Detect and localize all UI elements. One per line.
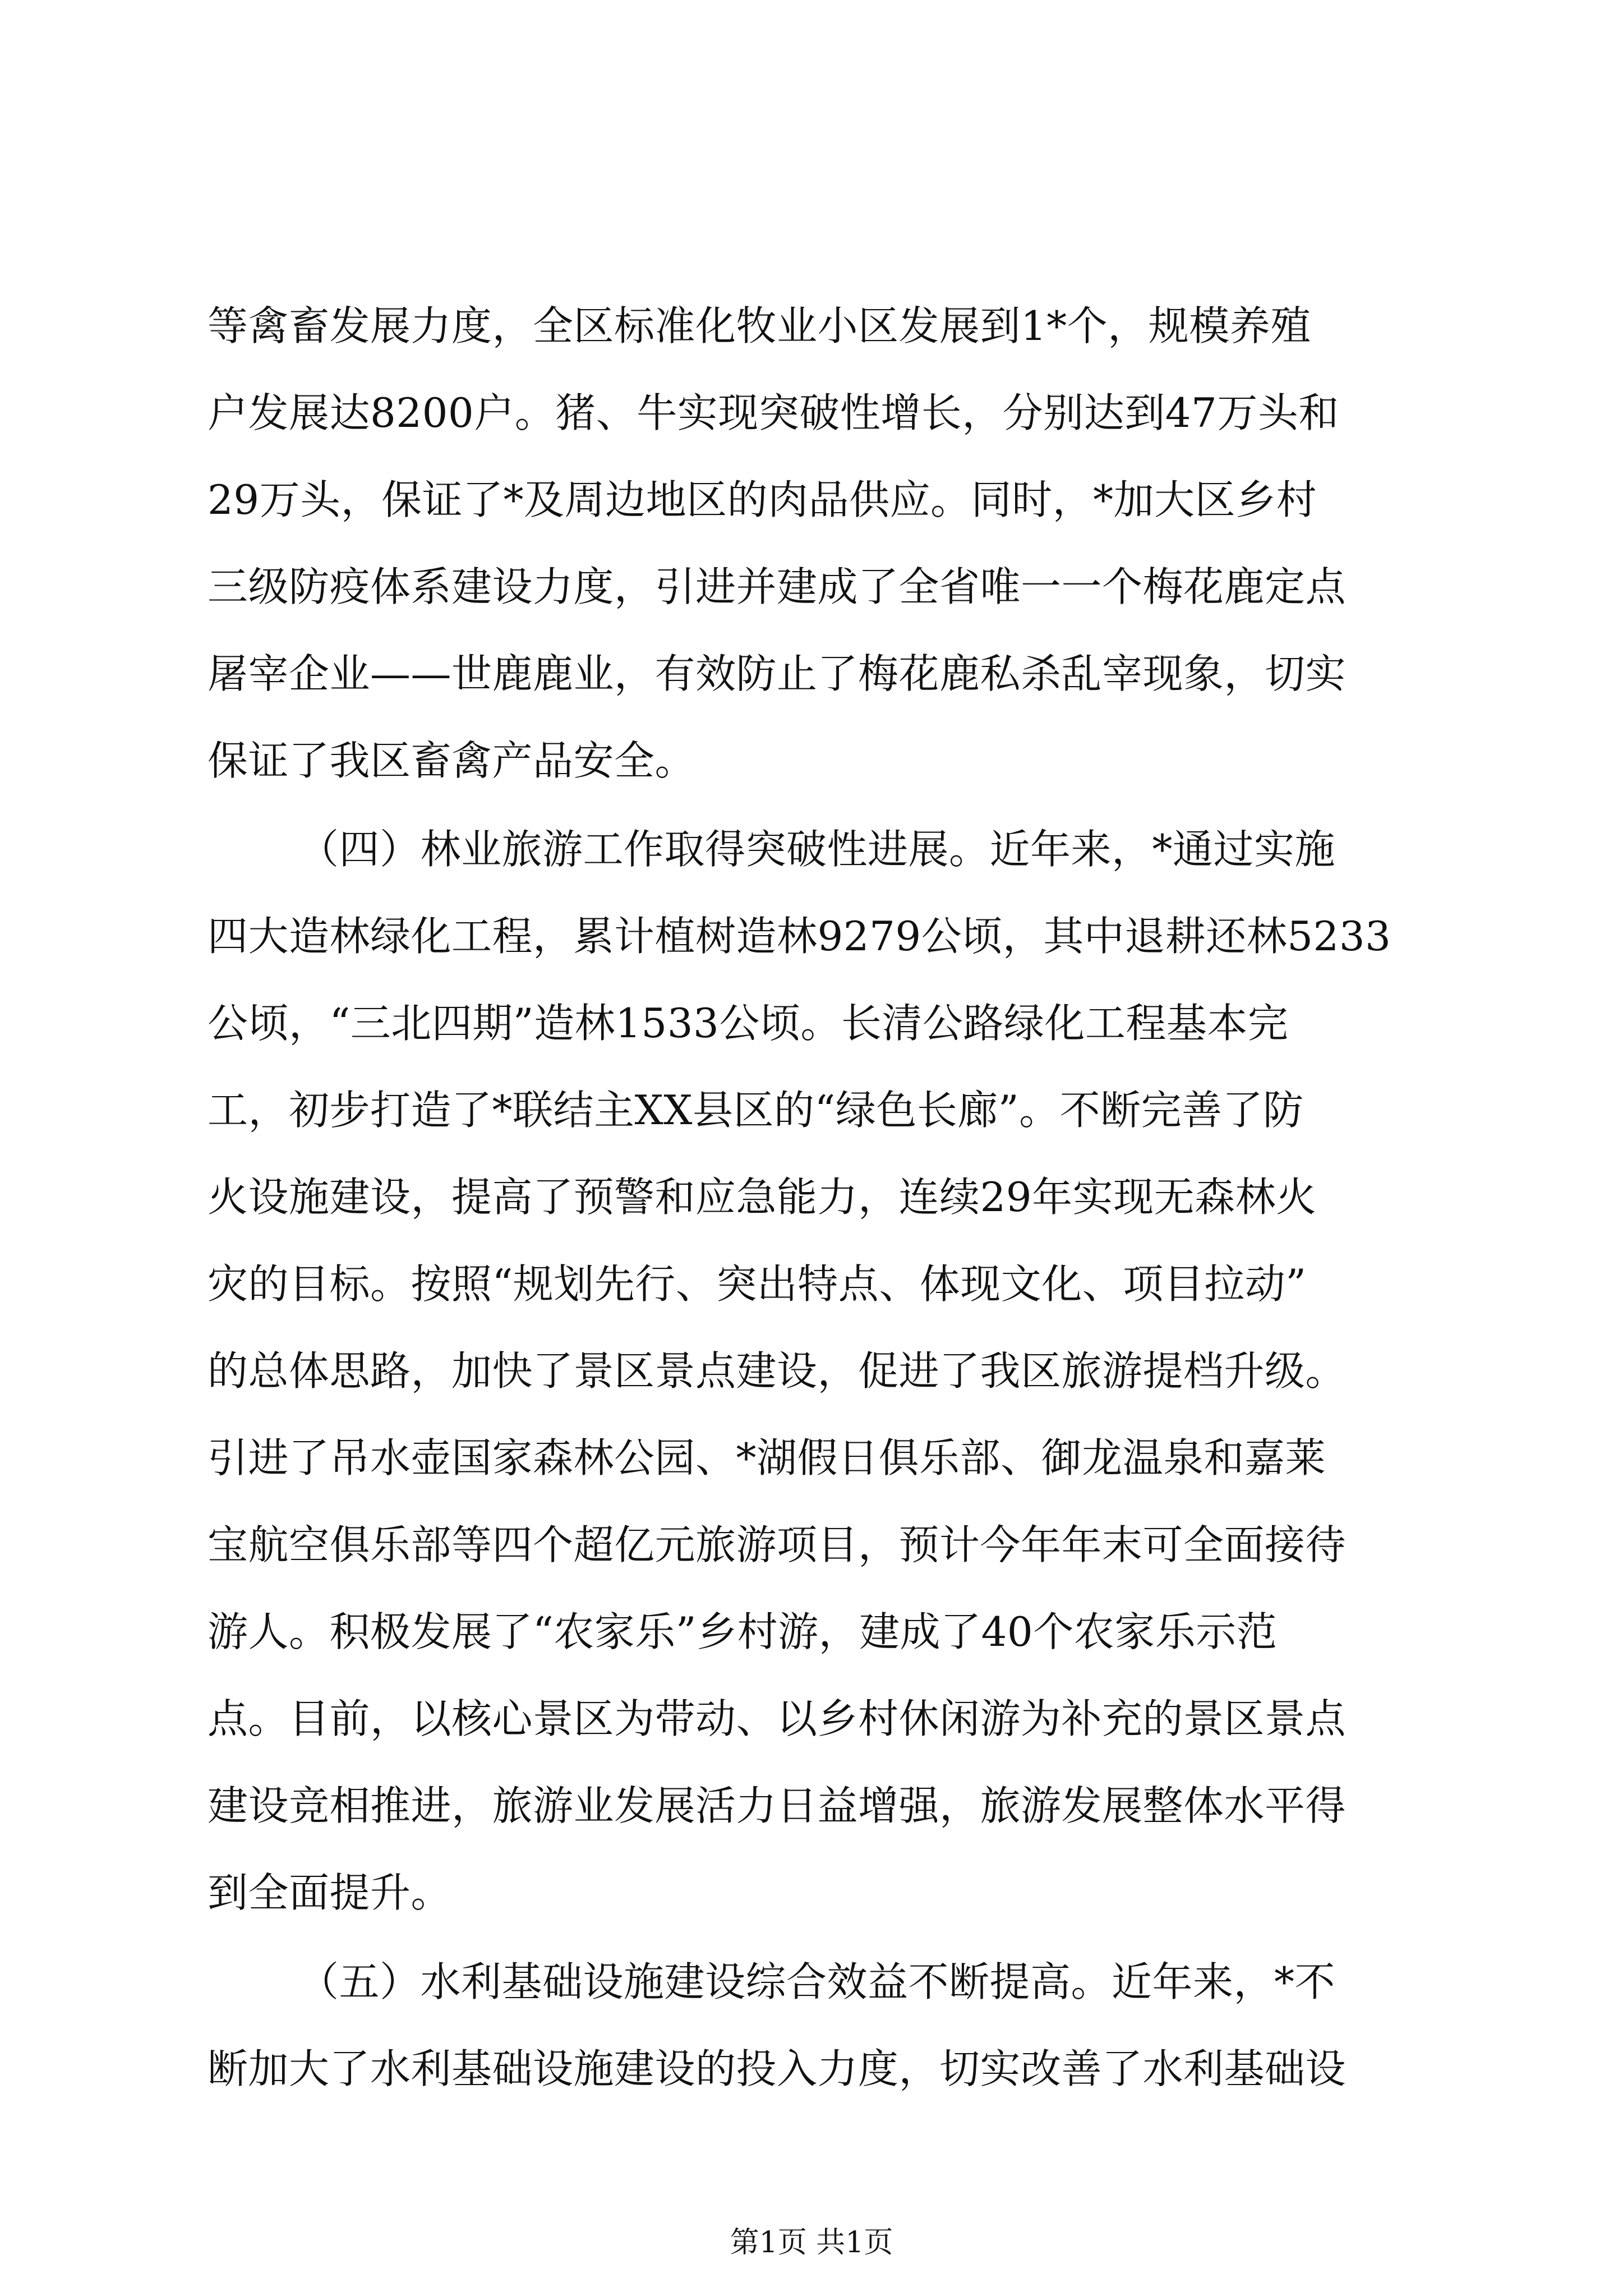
body-text-line: 建设竞相推进，旅游业发展活力日益增强，旅游发展整体水平得 [208,1782,1347,1829]
body-text-line: 屠宰企业——世鹿鹿业，有效防止了梅花鹿私杀乱宰现象，切实 [208,650,1347,697]
body-text-line: 引进了吊水壶国家森林公园、*湖假日俱乐部、御龙温泉和嘉莱 [208,1434,1326,1481]
body-text-line: 工，初步打造了*联结主XX县区的“绿色长廊”。不断完善了防 [208,1087,1304,1134]
body-text-line: 户发展达8200户。猪、牛实现突破性增长，分别达到47万头和 [208,389,1339,436]
body-text-line: 三级防疫体系建设力度，引进并建成了全省唯一一个梅花鹿定点 [208,563,1347,610]
body-text-line: 保证了我区畜禽产品安全。 [208,737,696,784]
body-text-line: 点。目前，以核心景区为带动、以乡村休闲游为补充的景区景点 [208,1695,1347,1742]
body-text-line: 四大造林绿化工程，累计植树造林9279公顷，其中退耕还林5233 [208,913,1391,960]
body-text-line: 宝航空俱乐部等四个超亿元旅游项目，预计今年年末可全面接待 [208,1521,1347,1568]
body-text-line: 29万头，保证了*及周边地区的肉品供应。同时，*加大区乡村 [208,476,1317,523]
section-heading-line: （四）林业旅游工作取得突破性进展。近年来，*通过实施 [298,826,1336,873]
body-text-line: 游人。积极发展了“农家乐”乡村游，建成了40个农家乐示范 [208,1608,1278,1655]
page-number-footer: 第1页 共1页 [730,2226,893,2260]
section-heading-line: （五）水利基础设施建设综合效益不断提高。近年来，*不 [298,1958,1336,2005]
body-text-line: 火设施建设，提高了预警和应急能力，连续29年实现无森林火 [208,1174,1317,1221]
body-text-line: 灾的目标。按照“规划先行、突出特点、体现文化、项目拉动” [208,1260,1307,1308]
body-text-line: 等禽畜发展力度，全区标准化牧业小区发展到1*个，规模养殖 [208,302,1311,349]
body-text-line: 公顷，“三北四期”造林1533公顷。长清公路绿化工程基本完 [208,1000,1289,1047]
body-text-line: 到全面提升。 [208,1869,452,1916]
body-text-line: 的总体思路，加快了景区景点建设，促进了我区旅游提档升级。 [208,1347,1347,1395]
body-text-line: 断加大了水利基础设施建设的投入力度，切实改善了水利基础设 [208,2045,1347,2092]
